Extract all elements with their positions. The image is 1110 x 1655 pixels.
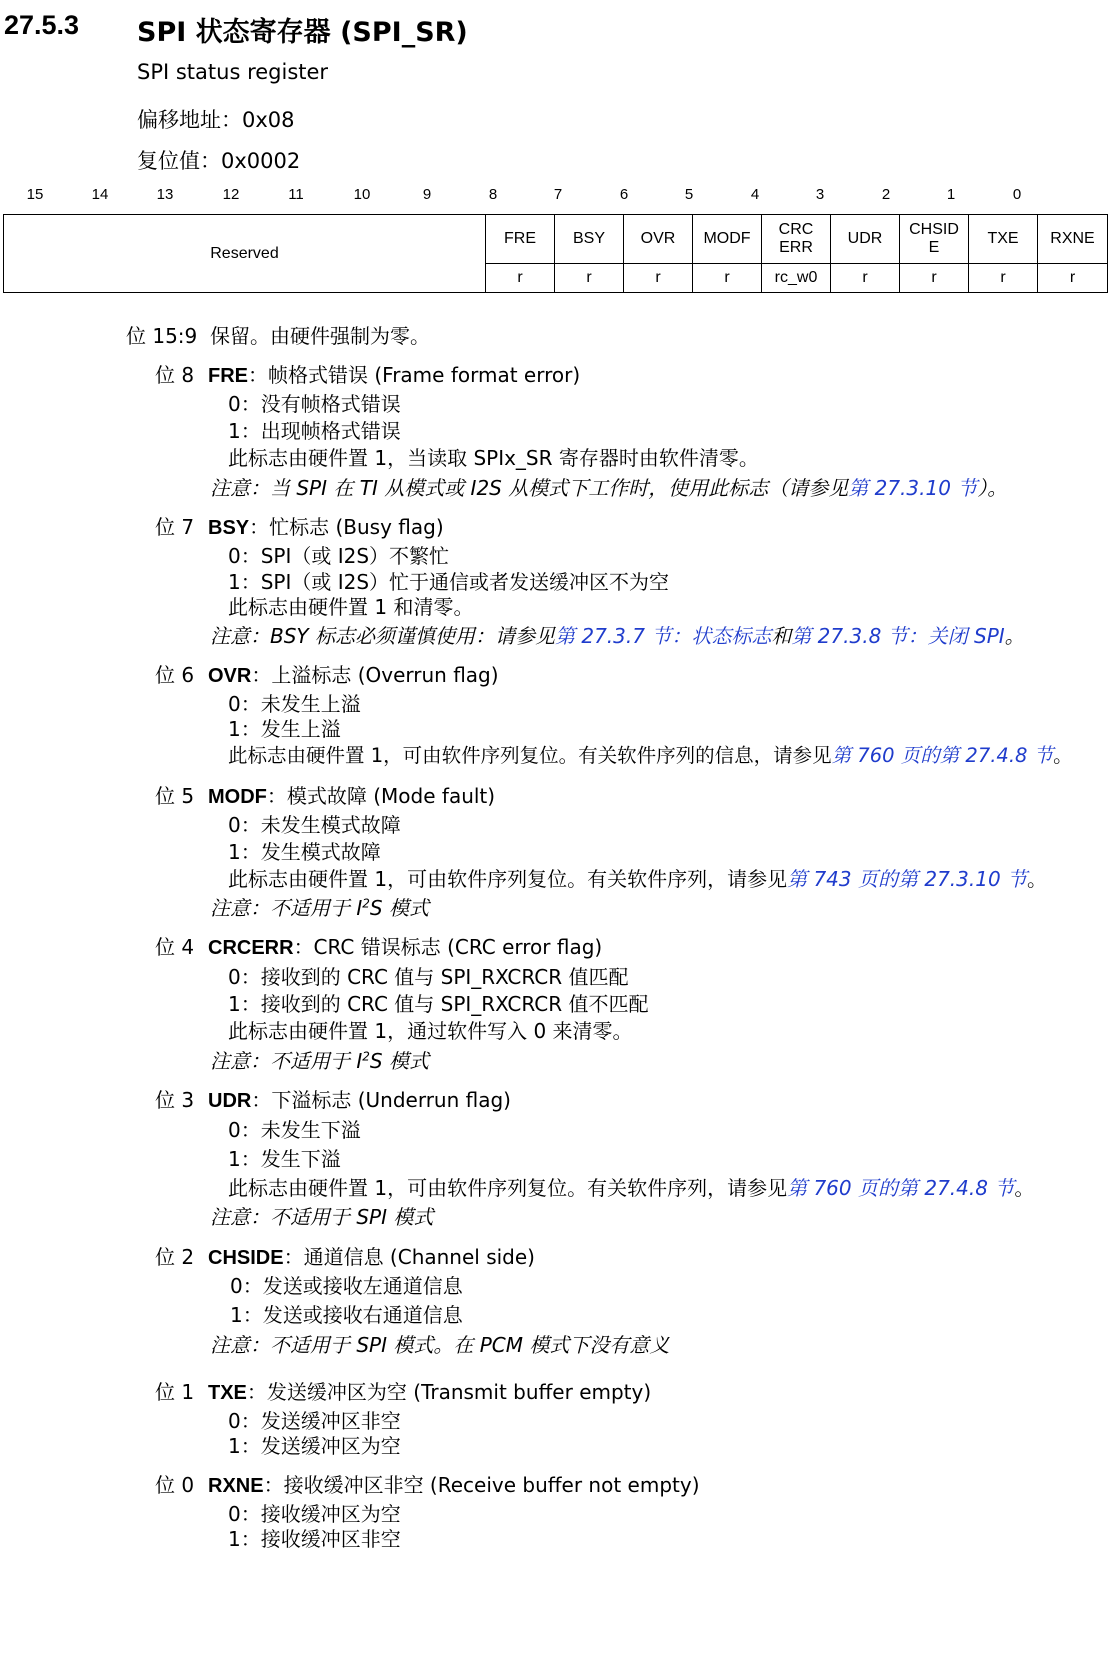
- bit-text: 保留。由硬件强制为零。: [210, 324, 430, 348]
- bit-7-value-1: 1：SPI（或 I2S）忙于通信或者发送缓冲区不为空: [228, 570, 670, 594]
- register-subtitle: SPI status register: [137, 60, 329, 84]
- bit-4-value-1: 1：接收到的 CRC 值与 SPI_RXCRCR 值不匹配: [228, 992, 649, 1016]
- field-udr: [831, 215, 900, 264]
- register-map-table: [3, 214, 1108, 293]
- note-superscript: 2: [362, 896, 370, 911]
- access-crcerr: rc_w0: [762, 264, 831, 293]
- bit-number: 0: [1012, 186, 1022, 203]
- bit-title: ：模式故障 (Mode fault): [266, 784, 496, 808]
- field-name: MODF: [703, 230, 751, 247]
- section-title: SPI 状态寄存器 (SPI_SR): [137, 17, 468, 48]
- field-name: CRC: [778, 221, 814, 238]
- bit-label: 位 7: [155, 515, 195, 539]
- field-bsy: [555, 215, 624, 264]
- field-txe: [969, 215, 1038, 264]
- bit-number: 1: [946, 186, 956, 203]
- bit-3-value-0: 0：未发生下溢: [228, 1118, 361, 1142]
- access-modf: r: [693, 264, 762, 293]
- bit-title: ：CRC 错误标志 (CRC error flag): [293, 935, 603, 959]
- bit-4-note: [210, 1045, 429, 1074]
- bit-2-value-1: 1：发送或接收右通道信息: [230, 1303, 463, 1327]
- bit-8-value-1: 1：出现帧格式错误: [228, 419, 401, 443]
- bit-label: 位 5: [155, 784, 195, 808]
- bit-number: 10: [353, 186, 371, 203]
- bit-6-value-0: 0：未发生上溢: [228, 692, 361, 716]
- bit-4-description: 此标志由硬件置 1，通过软件写入 0 来清零。: [228, 1019, 633, 1043]
- bit-number: 12: [222, 186, 240, 203]
- note-text: S 模式: [369, 1049, 429, 1073]
- field-name: FRE: [504, 230, 536, 247]
- desc-text: 此标志由硬件置 1，可由软件序列复位。有关软件序列，请参见: [228, 867, 788, 891]
- bit-number: 4: [750, 186, 760, 203]
- field-name: UDR: [847, 230, 883, 247]
- bit-number: 5: [684, 186, 694, 203]
- bit-number: 15: [26, 186, 44, 203]
- access-ovr: r: [624, 264, 693, 293]
- access-txe: r: [969, 264, 1038, 293]
- page-link[interactable]: 第 760 页的第 27.4.8 节: [831, 744, 1054, 767]
- bit-5-description: [228, 863, 1047, 892]
- bit-number-row: [0, 186, 1110, 210]
- page-link[interactable]: 第 743 页的第 27.3.10 节: [787, 867, 1028, 891]
- bit-2-note: 注意：不适用于 SPI 模式。在 PCM 模式下没有意义: [210, 1333, 670, 1357]
- field-fre: [486, 215, 555, 264]
- bit-8-value-0: 0：没有帧格式错误: [228, 392, 401, 416]
- access-chside: r: [900, 264, 969, 293]
- desc-text: 。: [1053, 744, 1073, 767]
- desc-text: 。: [1027, 867, 1048, 891]
- bit-name: RXNE: [208, 1475, 264, 1497]
- section-link[interactable]: 第 27.3.10 节: [848, 476, 978, 500]
- bit-title: ：发送缓冲区为空 (Transmit buffer empty): [246, 1380, 652, 1404]
- bit-number: 14: [91, 186, 109, 203]
- field-chside: [900, 215, 969, 264]
- bit-8-note: [210, 472, 1007, 501]
- bit-5-note: [210, 892, 429, 921]
- bit-5-value-1: 1：发生模式故障: [228, 840, 381, 864]
- desc-text: 此标志由硬件置 1，可由软件序列复位。有关软件序列，请参见: [228, 1176, 788, 1200]
- bit-7-description: 此标志由硬件置 1 和清零。: [228, 595, 474, 619]
- bit-label: 位 1: [155, 1380, 195, 1404]
- bit-title: ：下溢标志 (Underrun flag): [251, 1088, 511, 1112]
- note-text: 注意：不适用于 I: [210, 1049, 363, 1073]
- field-crcerr: [762, 215, 831, 264]
- bit-5-value-0: 0：未发生模式故障: [228, 813, 401, 837]
- bit-7-note: [210, 620, 1025, 649]
- bit-name: UDR: [208, 1090, 252, 1112]
- bit-name: OVR: [208, 665, 252, 687]
- section-link[interactable]: 第 27.3.7 节：状态标志: [555, 624, 772, 648]
- field-ovr: [624, 215, 693, 264]
- bit-name: CHSIDE: [208, 1247, 284, 1269]
- bit-name: MODF: [208, 786, 267, 808]
- bit-3-value-1: 1：发生下溢: [228, 1147, 341, 1171]
- access-rxne: r: [1038, 264, 1108, 293]
- bit-number: 6: [619, 186, 629, 203]
- section-link[interactable]: 第 27.3.8 节：关闭 SPI: [791, 624, 1005, 648]
- bit-number: 8: [488, 186, 498, 203]
- field-name: CHSID: [909, 221, 959, 238]
- bit-label: 位 15:9: [126, 324, 198, 348]
- note-text: ）。: [977, 476, 1008, 500]
- bit-2-value-0: 0：发送或接收左通道信息: [230, 1274, 463, 1298]
- offset-address: 偏移地址：0x08: [137, 108, 295, 132]
- field-rxne: [1038, 215, 1108, 264]
- bit-label: 位 2: [155, 1245, 195, 1269]
- bit-1-value-1: 1：发送缓冲区为空: [228, 1434, 401, 1458]
- field-name: RXNE: [1050, 230, 1095, 247]
- bit-3-description: [228, 1172, 1034, 1201]
- note-text: 和: [771, 624, 792, 648]
- bit-0-value-1: 1：接收缓冲区非空: [228, 1527, 401, 1551]
- note-text: 。: [1004, 624, 1025, 648]
- bit-label: 位 8: [155, 363, 195, 387]
- field-name: TXE: [987, 230, 1019, 247]
- bit-name: FRE: [208, 365, 248, 387]
- bit-0-value-0: 0：接收缓冲区为空: [228, 1502, 401, 1526]
- bit-number: 3: [815, 186, 825, 203]
- bit-7-value-0: 0：SPI（或 I2S）不繁忙: [228, 544, 450, 568]
- bit-label: 位 6: [155, 663, 195, 687]
- bit-number: 7: [553, 186, 563, 203]
- bit-title: ：上溢标志 (Overrun flag): [251, 663, 499, 687]
- bit-name: BSY: [208, 517, 250, 539]
- field-name: OVR: [640, 230, 676, 247]
- bit-6-value-1: 1：发生上溢: [228, 717, 341, 741]
- bit-4-value-0: 0：接收到的 CRC 值与 SPI_RXCRCR 值匹配: [228, 965, 629, 989]
- bit-number: 11: [288, 186, 304, 203]
- bit-title: ：忙标志 (Busy flag): [249, 515, 444, 539]
- bit-title: ：通道信息 (Channel side): [283, 1245, 535, 1269]
- bit-label: 位 4: [155, 935, 195, 959]
- field-name: E: [928, 239, 940, 256]
- bit-number: 13: [156, 186, 174, 203]
- note-text: 注意：不适用于 I: [210, 896, 363, 920]
- bit-3-note: 注意：不适用于 SPI 模式: [210, 1205, 434, 1229]
- note-text: 注意：BSY 标志必须谨慎使用：请参见: [210, 624, 555, 648]
- bit-title: ：帧格式错误 (Frame format error): [248, 363, 581, 387]
- page-link[interactable]: 第 760 页的第 27.4.8 节: [787, 1176, 1015, 1200]
- desc-text: 此标志由硬件置 1，可由软件序列复位。有关软件序列的信息，请参见: [228, 744, 832, 767]
- reserved-field: Reserved: [4, 215, 486, 293]
- field-modf: [693, 215, 762, 264]
- bit-1-value-0: 0：发送缓冲区非空: [228, 1409, 401, 1433]
- access-fre: r: [486, 264, 555, 293]
- access-udr: r: [831, 264, 900, 293]
- bit-title: ：接收缓冲区非空 (Receive buffer not empty): [263, 1473, 700, 1497]
- access-bsy: r: [555, 264, 624, 293]
- field-name: BSY: [572, 230, 605, 247]
- bit-label: 位 0: [155, 1473, 195, 1497]
- bit-label: 位 3: [155, 1088, 195, 1112]
- reset-value: 复位值：0x0002: [137, 149, 301, 173]
- field-name: ERR: [779, 239, 813, 256]
- section-number: 27.5.3: [4, 10, 80, 40]
- desc-text: 。: [1014, 1176, 1035, 1200]
- note-superscript: 2: [362, 1049, 370, 1064]
- bit-number: 9: [422, 186, 432, 203]
- bit-8-description: 此标志由硬件置 1，当读取 SPIx_SR 寄存器时由软件清零。: [228, 446, 759, 470]
- bit-number: 2: [881, 186, 891, 203]
- bit-name: TXE: [208, 1382, 247, 1404]
- note-text: 注意：当 SPI 在 TI 从模式或 I2S 从模式下工作时，使用此标志（请参见: [210, 476, 849, 500]
- bit-6-description: [228, 740, 1073, 768]
- note-text: S 模式: [369, 896, 429, 920]
- bit-name: CRCERR: [208, 937, 294, 959]
